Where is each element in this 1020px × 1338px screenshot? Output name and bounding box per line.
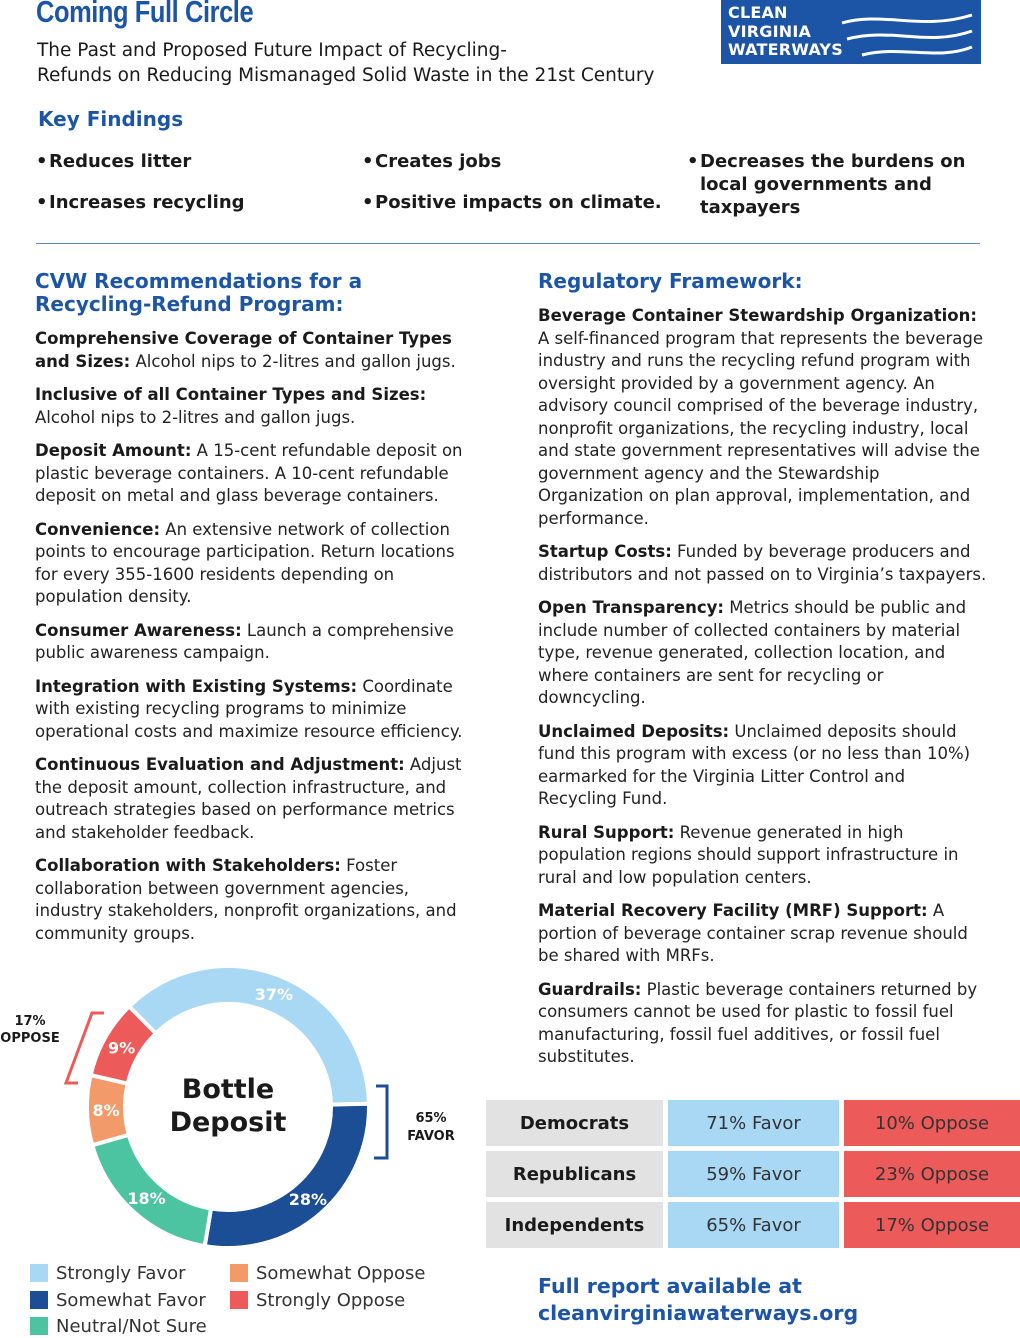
regulatory-item	[538, 900, 988, 968]
recommendation-item	[35, 519, 475, 609]
donut-slice-label: 18%	[127, 1188, 166, 1208]
recommendation-label: Inclusive of all Container Types and Sizes:	[35, 385, 427, 404]
regulatory-label: Guardrails:	[538, 979, 642, 999]
divider	[36, 243, 980, 244]
subtitle-line-2: Refunds on Reducing Mismanaged Solid Waste in the 21st Century	[37, 65, 655, 86]
recommendation-item	[35, 855, 475, 945]
regulatory-item	[538, 305, 988, 530]
finding-item: •Increases recycling	[36, 192, 245, 213]
donut-slice-label: 9%	[108, 1038, 136, 1058]
legend-swatch	[230, 1291, 248, 1309]
regulatory-label: Material Recovery Facility (MRF) Support:	[538, 901, 928, 920]
wave-icon	[722, 1, 980, 63]
favor-cell: 65% Favor	[668, 1202, 839, 1248]
logo-line-2: VIRGINIA	[728, 21, 812, 41]
recommendation-text: Launch a comprehensive public awareness campaign.	[35, 620, 454, 662]
legend-item	[230, 1263, 425, 1285]
oppose-pct: 17%	[14, 1014, 46, 1029]
regulatory-list	[538, 305, 988, 1080]
recommendation-item	[35, 676, 475, 744]
finding-text: taxpayers	[700, 197, 801, 218]
donut-slice-label: 28%	[288, 1190, 328, 1210]
regulatory-item	[538, 822, 988, 890]
favor-pct: 65%	[415, 1111, 447, 1126]
regulatory-text: Unclaimed deposits should fund this program with excess (or no less than 10%) earmarked for the Virginia Litter Control and Recycling Fund.	[538, 721, 971, 808]
recommendation-item	[35, 754, 475, 844]
recommendation-label: Deposit Amount:	[35, 441, 192, 460]
logo-line-3: WATERWAYS	[728, 40, 843, 59]
regulatory-item	[538, 979, 988, 1069]
recommendation-text: Alcohol nips to 2-litres and gallon jugs.	[35, 407, 356, 427]
full-report-url[interactable]: cleanvirginiawaterways.org	[538, 1301, 859, 1325]
regulatory-text: Plastic beverage containers returned by consumers cannot be used for plastic to fossil fuel manufacturing, fossil fuel additives, or fossil fuel substitutes.	[538, 979, 978, 1066]
recommendation-label: Comprehensive Coverage of Container Types and Sizes:	[35, 329, 452, 371]
legend-label: Neutral/Not Sure	[56, 1316, 207, 1337]
full-report-line-1: Full report available at	[538, 1274, 802, 1298]
favor-label: FAVOR	[407, 1129, 455, 1144]
recommendations-list	[35, 328, 475, 956]
regulatory-text: A self-financed program that represents the beverage industry and runs the recycling refund program with oversight provided by a government agency. An advisory council comprised of the beverage industry, nonprofit organizations, the recycling industry, local and state government representatives will advise the government agency and the Stewardship Organization on plan approval, implementation, and performance.	[538, 328, 984, 528]
regulatory-title: Regulatory Framework:	[538, 269, 803, 293]
finding-item: •Positive impacts on climate.	[362, 192, 662, 213]
chart-title-line-2: Deposit	[169, 1107, 287, 1138]
regulatory-label: Unclaimed Deposits:	[538, 721, 730, 741]
legend-label: Somewhat Oppose	[256, 1263, 426, 1284]
legend-item	[30, 1290, 206, 1312]
finding-text: Increases recycling	[49, 192, 245, 213]
chart-title-line-1: Bottle	[181, 1074, 275, 1105]
finding-text: Reduces litter	[49, 151, 192, 172]
key-findings-title: Key Findings	[38, 107, 184, 131]
recommendation-label: Collaboration with Stakeholders:	[35, 856, 341, 875]
party-cell: Independents	[486, 1202, 663, 1248]
recommendations-title	[35, 270, 362, 316]
recommendation-text: An extensive network of collection points to encourage participation. Return locations for every 355-1600 residents depending on population density.	[35, 519, 455, 606]
recommendation-text: Adjust the deposit amount, collection infrastructure, and outreach strategies based on performance metrics and stakeholder feedback.	[35, 755, 462, 842]
recommendations-title-line-1: CVW Recommendations for a	[35, 269, 363, 293]
recommendation-text: Coordinate with existing recycling programs to minimize operational costs and maximize resource efficiency.	[35, 676, 463, 741]
regulatory-label: Startup Costs:	[538, 542, 672, 561]
recommendation-label: Convenience:	[35, 519, 161, 539]
finding-text: local governments and	[700, 174, 932, 195]
recommendation-item	[35, 440, 475, 508]
full-report-link[interactable]	[538, 1273, 858, 1327]
regulatory-text: A portion of beverage container scrap revenue should be shared with MRFs.	[538, 901, 968, 965]
regulatory-label: Rural Support:	[538, 822, 675, 842]
logo-line-1: CLEAN	[728, 3, 788, 22]
recommendation-item	[35, 620, 475, 665]
regulatory-label: Open Transparency:	[538, 598, 724, 617]
party-cell: Republicans	[486, 1151, 663, 1197]
recommendation-text: Foster collaboration between government agencies, industry stakeholders, nonprofit organizations, and community groups.	[35, 856, 457, 943]
page-subtitle	[37, 38, 697, 88]
oppose-cell: 10% Oppose	[844, 1100, 1020, 1146]
favor-bracket	[374, 1086, 387, 1158]
legend-label: Strongly Oppose	[256, 1290, 406, 1311]
finding-text: Positive impacts on climate.	[375, 192, 662, 213]
clean-virginia-waterways-logo	[721, 0, 981, 64]
recommendations-title-line-2: Recycling-Refund Program:	[35, 292, 344, 316]
finding-item: •Reduces litter	[36, 151, 192, 172]
legend-swatch	[30, 1264, 48, 1282]
donut-slice-label: 8%	[92, 1100, 120, 1120]
legend-item	[30, 1316, 207, 1338]
legend-swatch	[230, 1264, 248, 1282]
legend-label: Somewhat Favor	[56, 1290, 206, 1311]
party-cell: Democrats	[486, 1100, 663, 1146]
subtitle-line-1: The Past and Proposed Future Impact of Recycling-	[37, 40, 507, 61]
regulatory-item	[538, 541, 988, 586]
finding-text: Decreases the burdens on	[700, 151, 966, 172]
regulatory-item	[538, 721, 988, 811]
favor-cell: 59% Favor	[668, 1151, 839, 1197]
finding-item: •Creates jobs	[362, 151, 502, 172]
recommendation-text: A 15-cent refundable deposit on plastic beverage containers. A 10-cent refundable deposit on metal and glass beverage containers.	[35, 441, 463, 505]
legend-label: Strongly Favor	[56, 1263, 186, 1284]
recommendation-label: Integration with Existing Systems:	[35, 676, 358, 696]
recommendation-text: Alcohol nips to 2-litres and gallon jugs.	[130, 351, 456, 371]
bottle-deposit-donut-chart	[0, 955, 480, 1255]
oppose-cell: 23% Oppose	[844, 1151, 1020, 1197]
legend-swatch	[30, 1317, 48, 1335]
oppose-label: OPPOSE	[0, 1031, 60, 1046]
regulatory-text: Funded by beverage producers and distributors and not passed on to Virginia’s taxpayers.	[538, 542, 987, 584]
recommendation-label: Continuous Evaluation and Adjustment:	[35, 755, 405, 774]
legend-item	[30, 1263, 186, 1285]
recommendation-label: Consumer Awareness:	[35, 620, 242, 640]
legend-item	[230, 1290, 405, 1312]
page-title: Coming Full Circle	[36, 0, 254, 29]
finding-text: Creates jobs	[375, 151, 502, 172]
regulatory-label: Beverage Container Stewardship Organization:	[538, 306, 977, 325]
recommendation-item	[35, 384, 475, 429]
regulatory-text: Revenue generated in high population regions should support infrastructure in rural and low population centers.	[538, 822, 959, 887]
recommendation-item	[35, 328, 475, 373]
regulatory-text: Metrics should be public and include number of collected containers by material type, revenue generated, collection location, and where containers are sent for recycling or downcycling.	[538, 598, 967, 707]
oppose-cell: 17% Oppose	[844, 1202, 1020, 1248]
legend-swatch	[30, 1291, 48, 1309]
favor-cell: 71% Favor	[668, 1100, 839, 1146]
finding-item: •Decreases the burdens on local governments and taxpayers	[687, 151, 966, 218]
regulatory-item	[538, 597, 988, 710]
donut-slice-label: 37%	[254, 984, 294, 1004]
